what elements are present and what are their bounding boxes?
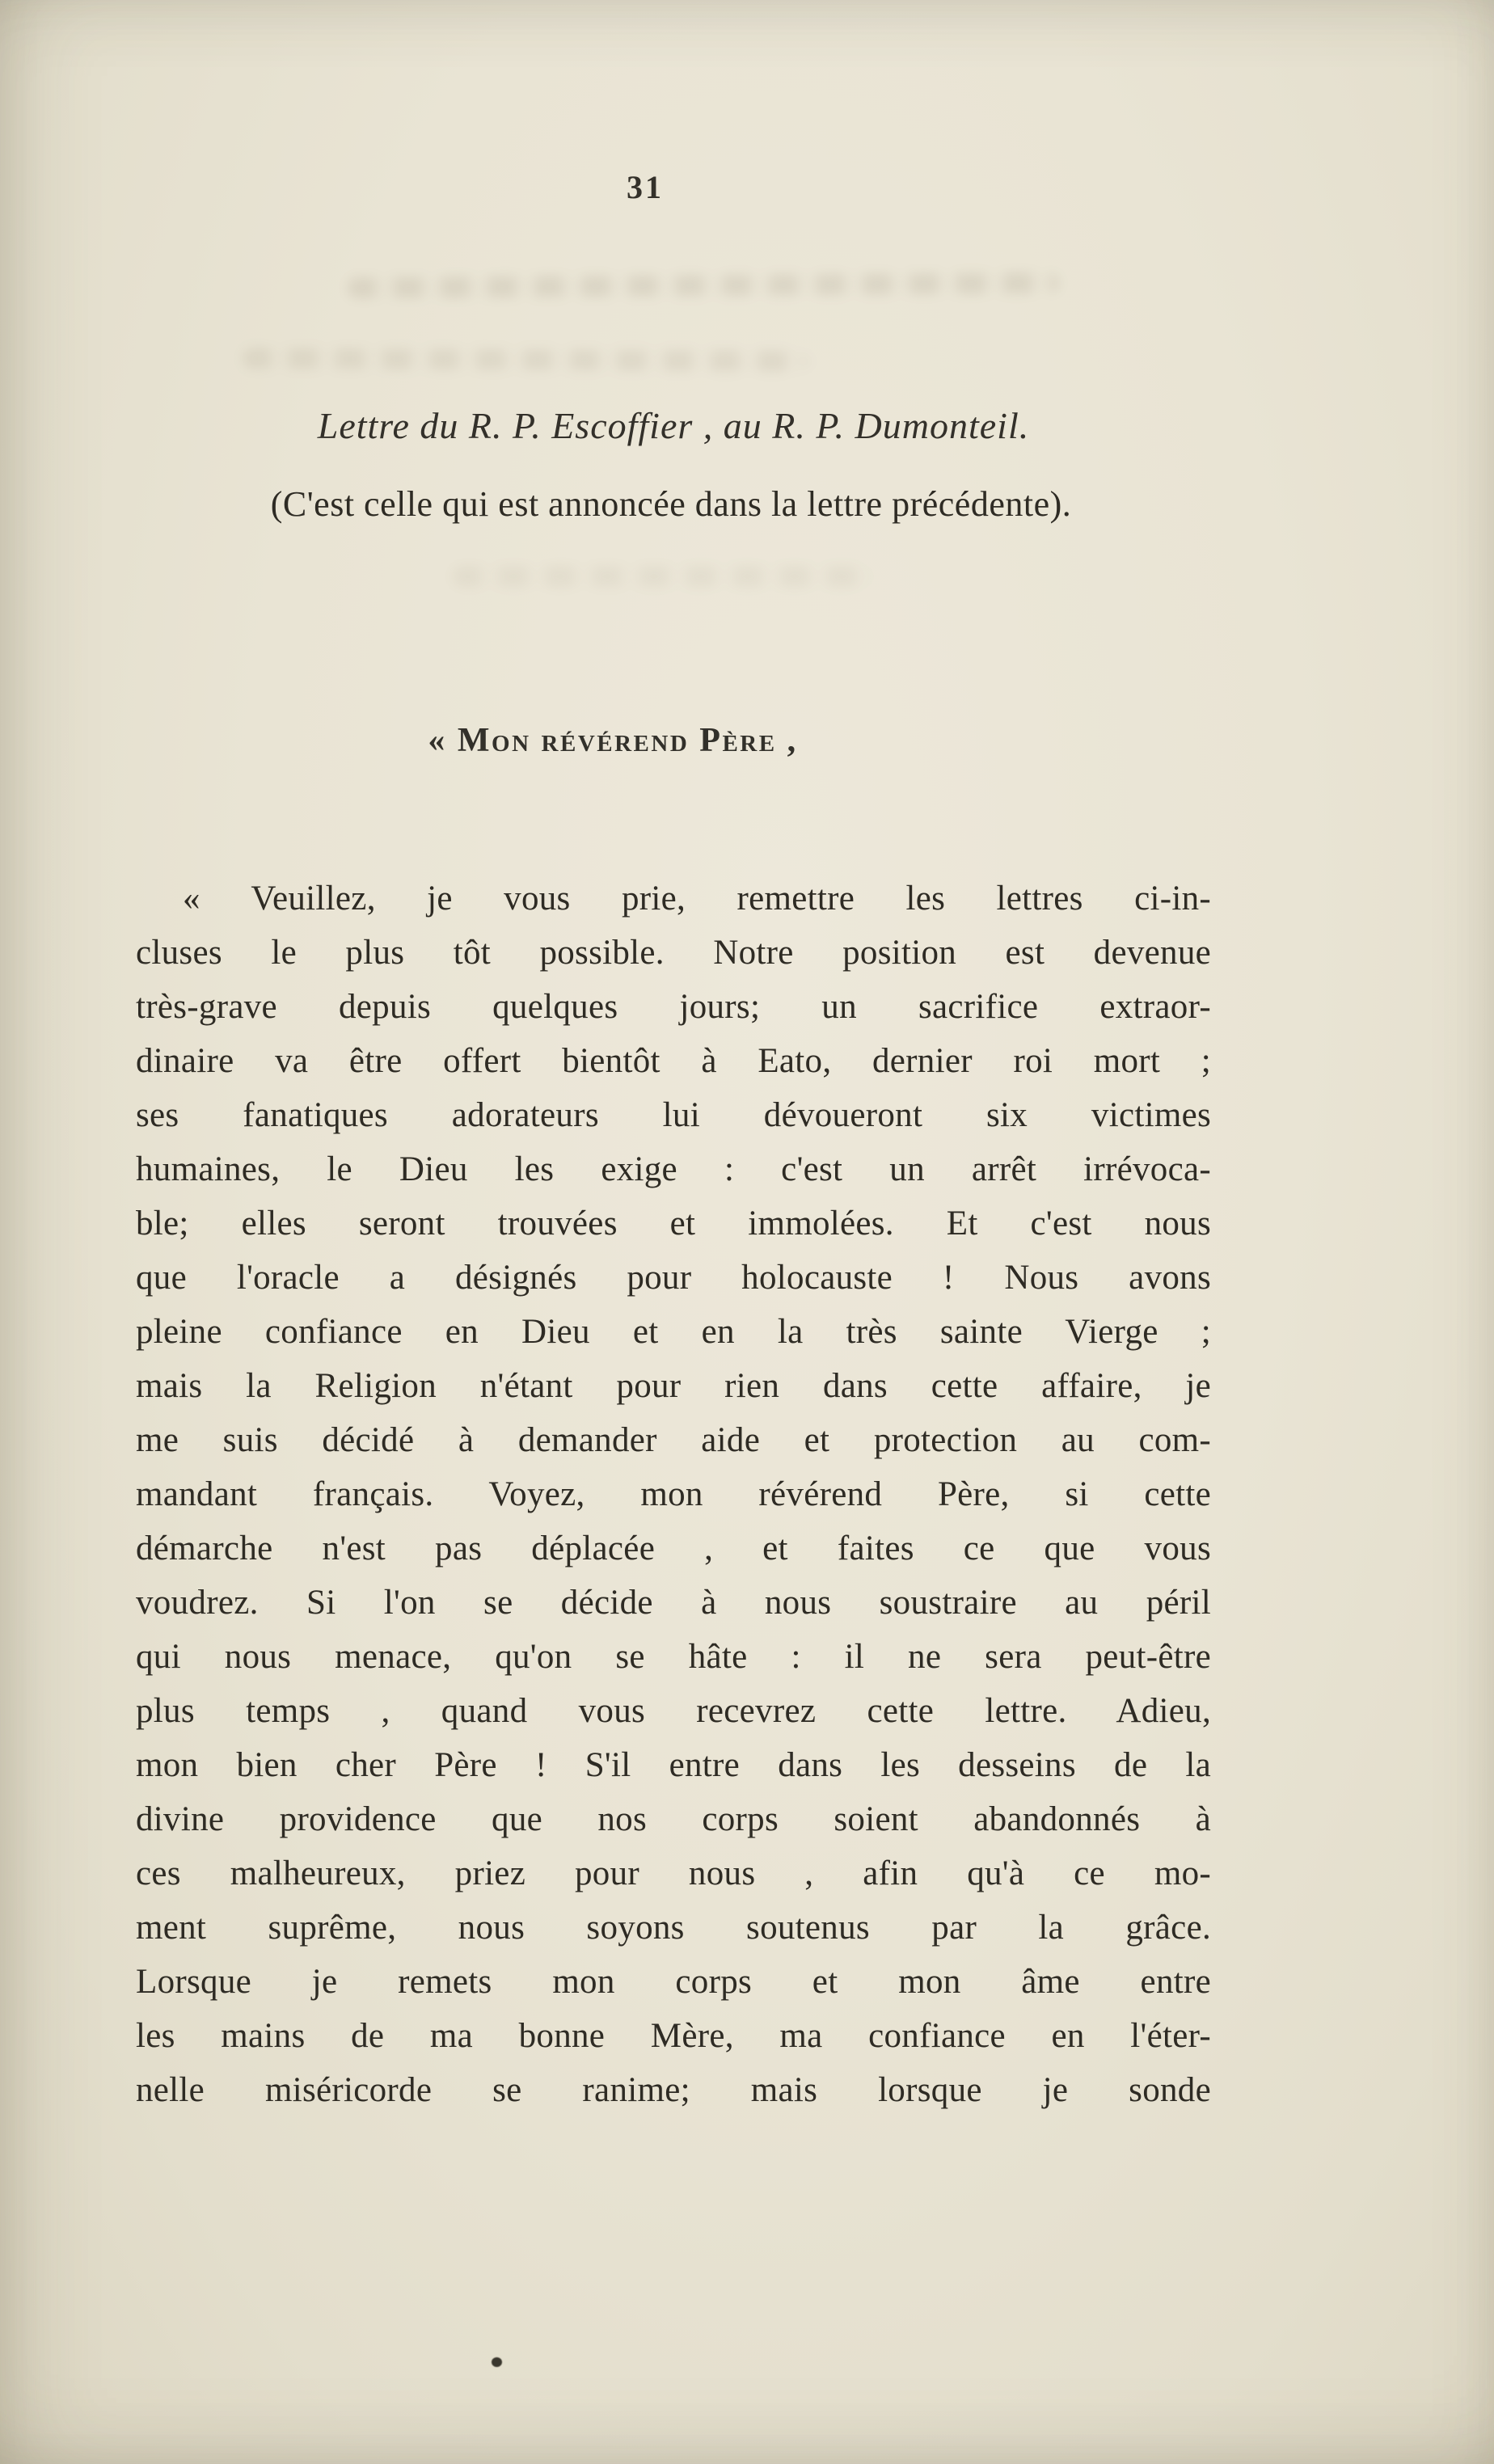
text-line: les mains de ma bonne Mère, ma confiance en l'éter- [136, 2017, 1211, 2055]
text-line: mon bien cher Père ! S'il entre dans les desseins de la [136, 1746, 1211, 1784]
text-line: « Veuillez, je vous prie, remettre les lettres ci-in- [183, 880, 1211, 918]
text-line: pleine confiance en Dieu et en la très sainte Vierge ; [136, 1313, 1211, 1351]
text-line: voudrez. Si l'on se décide à nous soustraire au péril [136, 1584, 1211, 1622]
text-line: plus temps , quand vous recevrez cette lettre. Adieu, [136, 1692, 1211, 1730]
text-line: mandant français. Voyez, mon révérend Père, si cette [136, 1475, 1211, 1513]
letter-subtitle: (C'est celle qui est annoncée dans la lettre précédente). [270, 484, 1072, 524]
text-line: ses fanatiques adorateurs lui dévoueront six victimes [136, 1096, 1211, 1134]
text-line: humaines, le Dieu les exige : c'est un arrêt irrévoca- [136, 1150, 1211, 1188]
text-line: ment suprême, nous soyons soutenus par la grâce. [136, 1909, 1211, 1947]
text-line: très-grave depuis quelques jours; un sacrifice extraor- [136, 988, 1211, 1026]
letter-body [136, 871, 1211, 2117]
text-line: dinaire va être offert bientôt à Eato, dernier roi mort ; [136, 1042, 1211, 1080]
show-through-smudge [453, 566, 873, 587]
text-line: divine providence que nos corps soient abandonnés à [136, 1800, 1211, 1838]
text-line: mais la Religion n'étant pour rien dans cette affaire, je [136, 1367, 1211, 1405]
text-line: nelle miséricorde se ranime; mais lorsque je sonde [136, 2071, 1211, 2109]
text-line: démarche n'est pas déplacée , et faites ce que vous [136, 1529, 1211, 1567]
text-line: Lorsque je remets mon corps et mon âme entre [136, 1963, 1211, 2001]
ink-dot [492, 2357, 502, 2367]
letter-title: Lettre du R. P. Escoffier , au R. P. Dumonteil. [317, 405, 1030, 446]
text-line: ble; elles seront trouvées et immolées. Et c'est nous [136, 1205, 1211, 1243]
show-through-smudge [243, 348, 808, 372]
page-number: 31 [627, 169, 664, 205]
text-line: que l'oracle a désignés pour holocauste ! Nous avons [136, 1259, 1211, 1297]
letter-salutation: « Mon révérend Père , [428, 722, 798, 759]
text-line: cluses le plus tôt possible. Notre position est devenue [136, 934, 1211, 972]
show-through-smudge [348, 272, 1059, 298]
text-line: ces malheureux, priez pour nous , afin qu'à ce mo- [136, 1854, 1211, 1892]
text-line: me suis décidé à demander aide et protection au com- [136, 1421, 1211, 1459]
text-line: qui nous menace, qu'on se hâte : il ne sera peut-être [136, 1638, 1211, 1676]
